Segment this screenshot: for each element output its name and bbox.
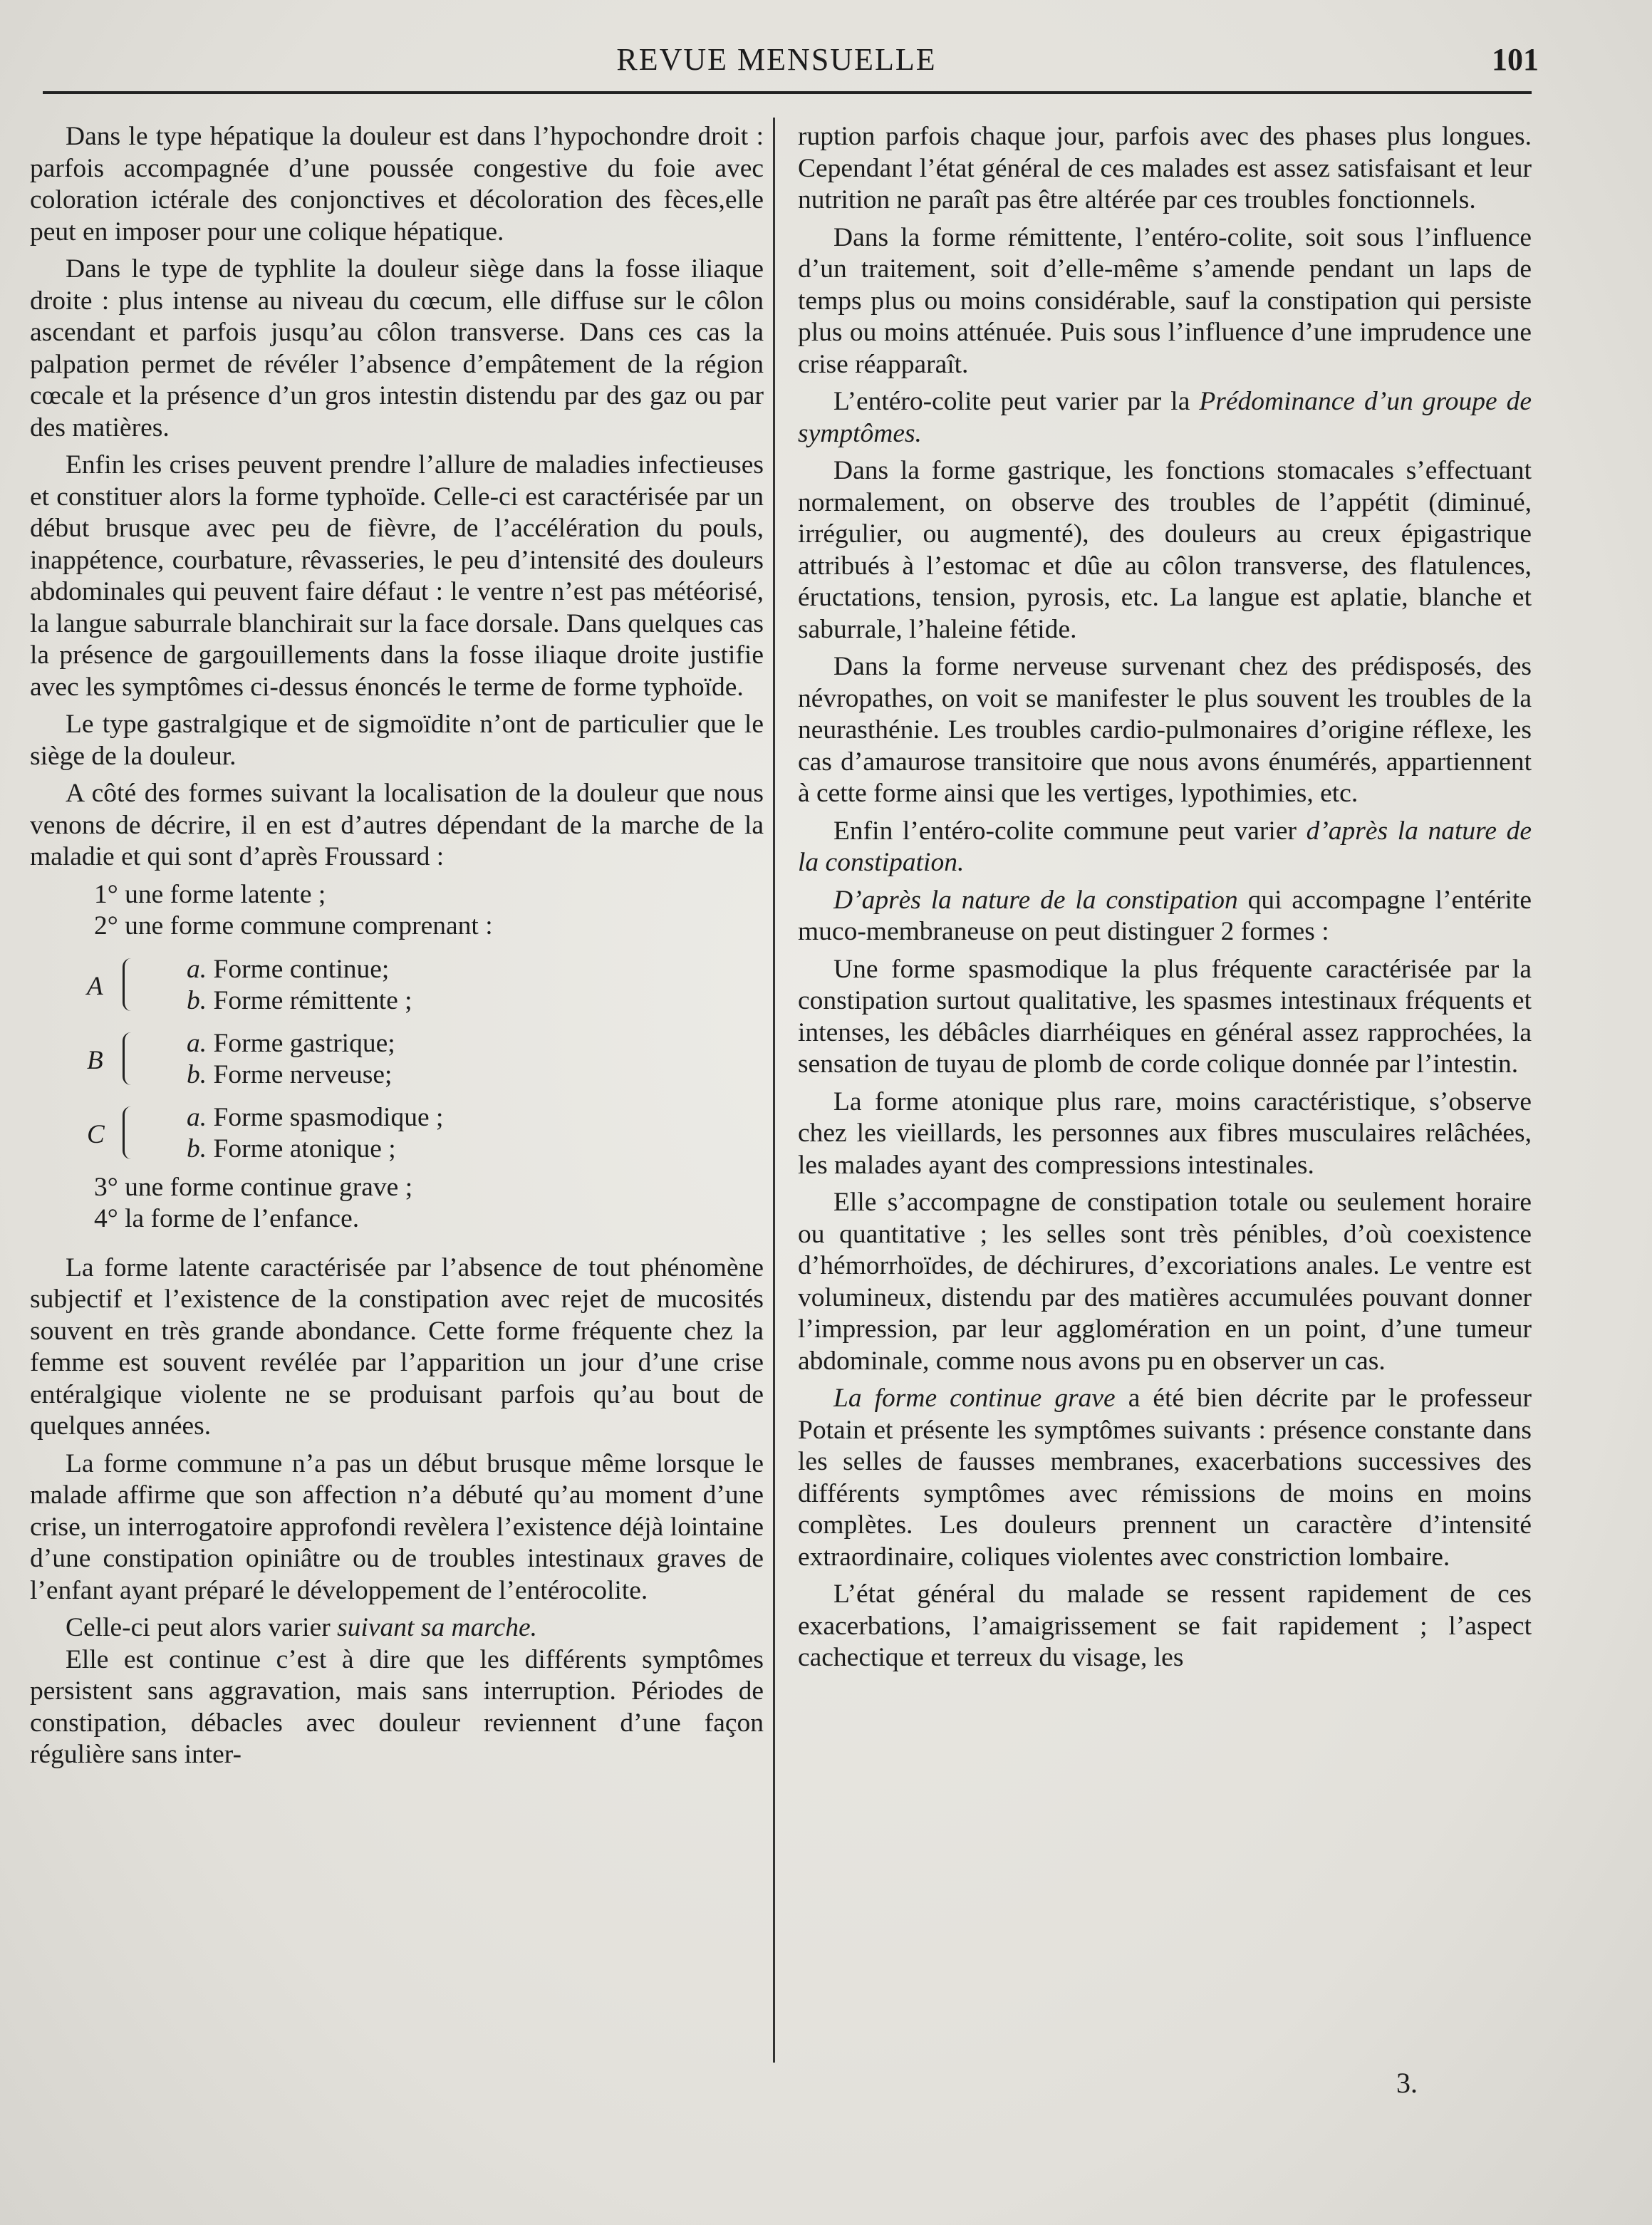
paragraph: L’état général du malade se ressent rapidement de ces exacerbations, l’amaigrissement se fait rapidement ; l’aspect cachectique et terreux du visage, les bbox=[798, 1580, 1532, 1672]
form-group-b bbox=[87, 1028, 764, 1091]
paragraph: La forme continue grave a été bien décrite par le professeur Potain et présente les symptômes suivants : présence constante dans les selles de fausses membranes, exacerbations successives des différents symptômes avec rémissions de moins en moins complètes. Les douleurs prennent un caractère d’intensité extraordinaire, coliques violentes avec constriction lombaire. bbox=[798, 1384, 1532, 1572]
paragraph: Dans la forme gastrique, les fonctions stomacales s’effectuant normalement, on observe des troubles de l’appétit (diminué, irrégulier, ou augmenté), des douleurs au creux épigastrique attribués à l’estomac et dûe au côlon transverse, des flatulences, éructations, tension, pyrosis, etc. La langue est aplatie, blanche et saburrale, l’haleine fétide. bbox=[798, 456, 1532, 644]
paragraph: La forme atonique plus rare, moins caractéristique, s’observe chez les vieillards, les personnes aux fibres musculaires relâchées, les malades ayant des compressions intestinales. bbox=[798, 1086, 1532, 1180]
brace-glyph bbox=[123, 1106, 136, 1159]
paragraph: La forme latente caractérisée par l’absence de tout phénomène subjectif et l’existence de la constipation avec rejet de mucosités souvent en très grande abondance. Cette forme fréquente chez la femme est souvent revélée par l’apparition un jour d’une crise entéralgique violente ne se produisant parfois qu’au bout de quelques années. bbox=[30, 1252, 764, 1441]
group-entry: a. Forme continue; bbox=[187, 954, 390, 984]
paragraph: Enfin l’entéro-colite commune peut varier d’après la nature de la constipation. bbox=[798, 816, 1532, 877]
brace-glyph bbox=[123, 958, 136, 1011]
group-letter: B bbox=[87, 1045, 103, 1075]
group-entry: b. Forme nerveuse; bbox=[187, 1059, 393, 1089]
group-letter: A bbox=[87, 971, 103, 1001]
right-column bbox=[798, 121, 1532, 1674]
brace-glyph bbox=[123, 1032, 136, 1085]
paragraph: D’après la nature de la constipation qui accompagne l’entérite muco-membraneuse on peut distinguer 2 formes : bbox=[798, 885, 1532, 946]
paragraph: La forme commune n’a pas un début brusque même lorsque le malade affirme que son affection n’a débuté qu’au moment d’une crise, un interrogatoire approfondi revèlera l’existence déjà lointaine d’une constipation opiniâtre ou de troubles intestinaux graves de l’enfant ayant préparé le développement de l’entérocolite. bbox=[30, 1448, 764, 1605]
paragraph: Celle-ci peut alors varier suivant sa marche. bbox=[66, 1613, 537, 1642]
group-letter: C bbox=[87, 1119, 105, 1149]
paragraph: Enfin les crises peuvent prendre l’allure de maladies infectieuses et constituer alors la forme typhoïde. Celle-ci est caractérisée par un début brusque avec peu de fièvre, de l’accélération du pouls, inappétence, courbature, rêvasseries, le peu d’intensité des douleurs abdominales qui peuvent faire défaut : le ventre n’est pas météorisé, la langue saburrale blanchirait sur la face dorsale. Dans quelques cas la présence de gargouillements dans la fosse iliaque droite justifie avec les symptômes ci-dessus énoncés le terme de forme typhoïde. bbox=[30, 450, 764, 702]
group-entry: a. Forme gastrique; bbox=[187, 1028, 395, 1058]
header-rule bbox=[43, 91, 1532, 94]
paragraph: L’entéro-colite peut varier par la Prédominance d’un groupe de symptômes. bbox=[798, 387, 1532, 448]
form-group-c bbox=[87, 1102, 764, 1165]
paragraph: Dans le type hépatique la douleur est dans l’hypochondre droit : parfois accompagnée d’une poussée congestive du foie avec coloration ictérale des conjonctives et décoloration des fèces,elle peut en imposer pour une colique hépatique. bbox=[30, 122, 764, 247]
page-number: 101 bbox=[1492, 42, 1539, 77]
list-item: 2° une forme commune comprenant : bbox=[94, 911, 493, 940]
paragraph: Le type gastralgique et de sigmoïdite n’ont de particulier que le siège de la douleur. bbox=[30, 710, 764, 771]
group-entry: b. Forme rémittente ; bbox=[187, 985, 412, 1015]
paragraph: Dans la forme nerveuse survenant chez des prédisposés, des névropathes, on voit se manifester le plus souvent les troubles de la neurasthénie. Les troubles cardio-pulmonaires d’origine réflexe, les cas d’amaurose transitoire que nous avons énumérés, appartiennent à cette forme ainsi que les vertiges, lypothimies, etc. bbox=[798, 652, 1532, 808]
form-group-a bbox=[87, 954, 764, 1017]
page-header bbox=[28, 41, 1539, 84]
paragraph: Une forme spasmodique la plus fréquente caractérisée par la constipation surtout qualitative, les spasmes intestinaux fréquents et intenses, les débâcles diarrhéiques en général assez rapprochées, la sensation de tuyau de plomb de corde colique donnée par l’intestin. bbox=[798, 954, 1532, 1079]
signature-mark: 3. bbox=[1396, 2067, 1418, 2099]
paragraph: Elle s’accompagne de constipation totale ou seulement horaire ou quantitative ; les selles sont très pénibles, d’où coexistence d’hémorrhoïdes, de déchirures, d’excoriations anales. Le ventre est volumineux, distendu par des matières accumulées pouvant donner l’impression, par leur agglomération en un point, d’une tumeur abdominale, comme nous avons pu en observer un cas. bbox=[798, 1188, 1532, 1376]
list-item: 1° une forme latente ; bbox=[94, 879, 326, 909]
list-item: 3° une forme continue grave ; bbox=[94, 1172, 413, 1202]
paragraph: Elle est continue c’est à dire que les différents symptômes persistent sans aggravation, mais sans interruption. Périodes de constipation, débacles avec douleur reviennent d’une façon régulière sans inter- bbox=[30, 1644, 764, 1769]
paragraph: A côté des formes suivant la localisation de la douleur que nous venons de décrire, il en est d’autres dépendant de la marche de la maladie et qui sont d’après Froussard : bbox=[30, 779, 764, 871]
left-column bbox=[30, 121, 764, 1771]
paragraph: ruption parfois chaque jour, parfois avec des phases plus longues. Cependant l’état général de ces malades est assez satisfaisant et leur nutrition ne paraît pas être altérée par ces troubles fonctionnels. bbox=[798, 122, 1532, 214]
paragraph: Dans la forme rémittente, l’entéro-colite, soit sous l’influence d’un traitement, soit d’elle-même s’amende pendant un laps de temps plus ou moins considérable, sauf la constipation qui persiste plus ou moins atténuée. Puis sous l’influence d’une imprudence une crise réapparaît. bbox=[798, 222, 1532, 379]
paragraph: Dans le type de typhlite la douleur siège dans la fosse iliaque droite : plus intense au niveau du cœcum, elle diffuse sur le côlon ascendant et parfois jusqu’au côlon transverse. Dans ces cas la palpation permet de révéler l’absence d’empâtement de la région cœcale et la présence d’un gros intestin distendu par des gaz ou par des matières. bbox=[30, 254, 764, 442]
running-title: REVUE MENSUELLE bbox=[616, 42, 937, 77]
list-item: 4° la forme de l’enfance. bbox=[94, 1204, 360, 1233]
column-divider bbox=[773, 118, 775, 2063]
group-entry: b. Forme atonique ; bbox=[187, 1134, 396, 1163]
group-entry: a. Forme spasmodique ; bbox=[187, 1102, 444, 1132]
